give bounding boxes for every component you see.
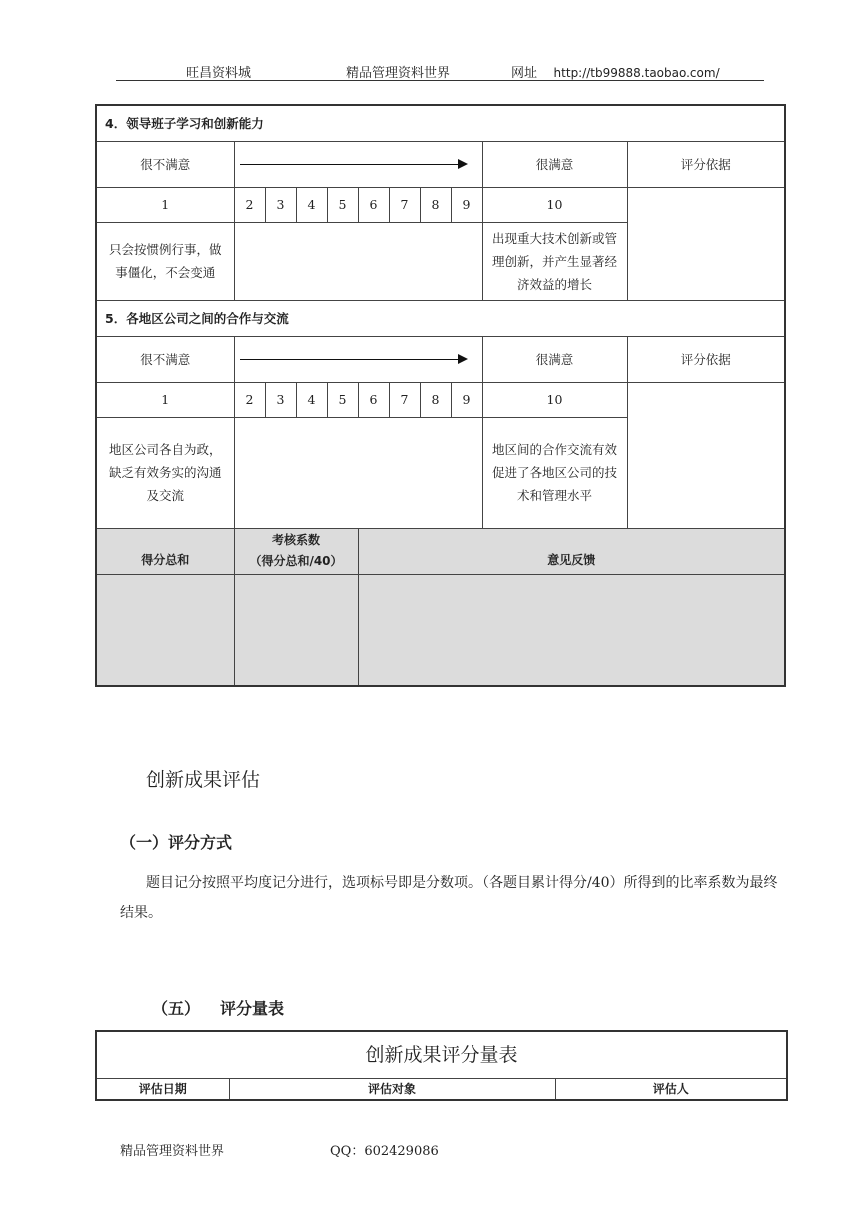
- evaluation-table: [95, 104, 786, 687]
- low-description: 地区公司各自为政，缺乏有效务实的沟通及交流: [96, 417, 234, 528]
- score-option[interactable]: 7: [389, 382, 420, 417]
- eval-subject-header: 评估对象: [229, 1079, 555, 1101]
- coefficient-label: [234, 528, 358, 574]
- high-description: 地区间的合作交流有效促进了各地区公司的技术和管理水平: [482, 417, 627, 528]
- score-option[interactable]: 8: [420, 187, 451, 222]
- score-option[interactable]: 4: [296, 382, 327, 417]
- score-option[interactable]: 6: [358, 187, 389, 222]
- subsection-heading-2: [152, 996, 284, 1019]
- eval-date-header: 评估日期: [96, 1079, 229, 1101]
- header-url[interactable]: http://tb99888.taobao.com/: [553, 66, 720, 80]
- score-option[interactable]: 8: [420, 382, 451, 417]
- subsection-text: 评分量表: [220, 999, 285, 1018]
- subsection-number: （五）: [152, 999, 201, 1018]
- high-label: 很满意: [482, 141, 627, 187]
- score-option[interactable]: 9: [451, 382, 482, 417]
- score-option[interactable]: 3: [265, 187, 296, 222]
- coefficient-input[interactable]: [234, 574, 358, 686]
- section-heading: 创新成果评估: [146, 769, 261, 791]
- basis-cell[interactable]: [627, 187, 785, 300]
- scale-table-title: 创新成果评分量表: [96, 1031, 787, 1079]
- score-option[interactable]: 1: [96, 187, 234, 222]
- middle-blank: [234, 417, 482, 528]
- score-scale-table: [95, 1030, 788, 1101]
- score-option[interactable]: 3: [265, 382, 296, 417]
- scale-arrow: [234, 336, 482, 382]
- arrow-right-icon: [240, 164, 460, 165]
- scale-arrow: [234, 141, 482, 187]
- header-url-label: 网址: [511, 66, 538, 81]
- low-label: 很不满意: [96, 141, 234, 187]
- subsection-heading: （一）评分方式: [120, 833, 233, 852]
- score-option[interactable]: 5: [327, 382, 358, 417]
- middle-blank: [234, 222, 482, 300]
- footer-right: QQ：602429086: [330, 1144, 439, 1159]
- score-option[interactable]: 5: [327, 187, 358, 222]
- section-title: 5．各地区公司之间的合作与交流: [96, 300, 785, 336]
- low-description: 只会按惯例行事，做事僵化，不会变通: [96, 222, 234, 300]
- header-middle: 精品管理资料世界: [346, 66, 451, 81]
- score-option[interactable]: 10: [482, 382, 627, 417]
- feedback-input[interactable]: [358, 574, 785, 686]
- feedback-label: 意见反馈: [358, 528, 785, 574]
- coefficient-label-line1: 考核系数: [271, 533, 320, 547]
- score-option[interactable]: 6: [358, 382, 389, 417]
- basis-label: 评分依据: [627, 336, 785, 382]
- score-option[interactable]: 9: [451, 187, 482, 222]
- score-option[interactable]: 2: [234, 382, 265, 417]
- score-option[interactable]: 7: [389, 187, 420, 222]
- total-score-input[interactable]: [96, 574, 234, 686]
- header-right: [511, 62, 720, 81]
- body-paragraph: 题目记分按照平均度记分进行，选项标号即是分数项。（各题目累计得分/40）所得到的比率系数为最终结果。: [120, 875, 778, 921]
- evaluator-header: 评估人: [555, 1079, 787, 1101]
- section-title: 4．领导班子学习和创新能力: [96, 105, 785, 141]
- total-score-label: 得分总和: [96, 528, 234, 574]
- score-option[interactable]: 4: [296, 187, 327, 222]
- footer-left: 精品管理资料世界: [120, 1144, 225, 1159]
- header-divider: [116, 80, 764, 81]
- basis-label: 评分依据: [627, 141, 785, 187]
- coefficient-label-line2: （得分总和/40）: [249, 554, 343, 568]
- score-option[interactable]: 10: [482, 187, 627, 222]
- high-description: 出现重大技术创新或管理创新，并产生显著经济效益的增长: [482, 222, 627, 300]
- score-option[interactable]: 2: [234, 187, 265, 222]
- score-option[interactable]: 1: [96, 382, 234, 417]
- header-left: 旺昌资料城: [186, 66, 252, 81]
- arrow-right-icon: [240, 359, 460, 360]
- high-label: 很满意: [482, 336, 627, 382]
- basis-cell[interactable]: [627, 382, 785, 528]
- low-label: 很不满意: [96, 336, 234, 382]
